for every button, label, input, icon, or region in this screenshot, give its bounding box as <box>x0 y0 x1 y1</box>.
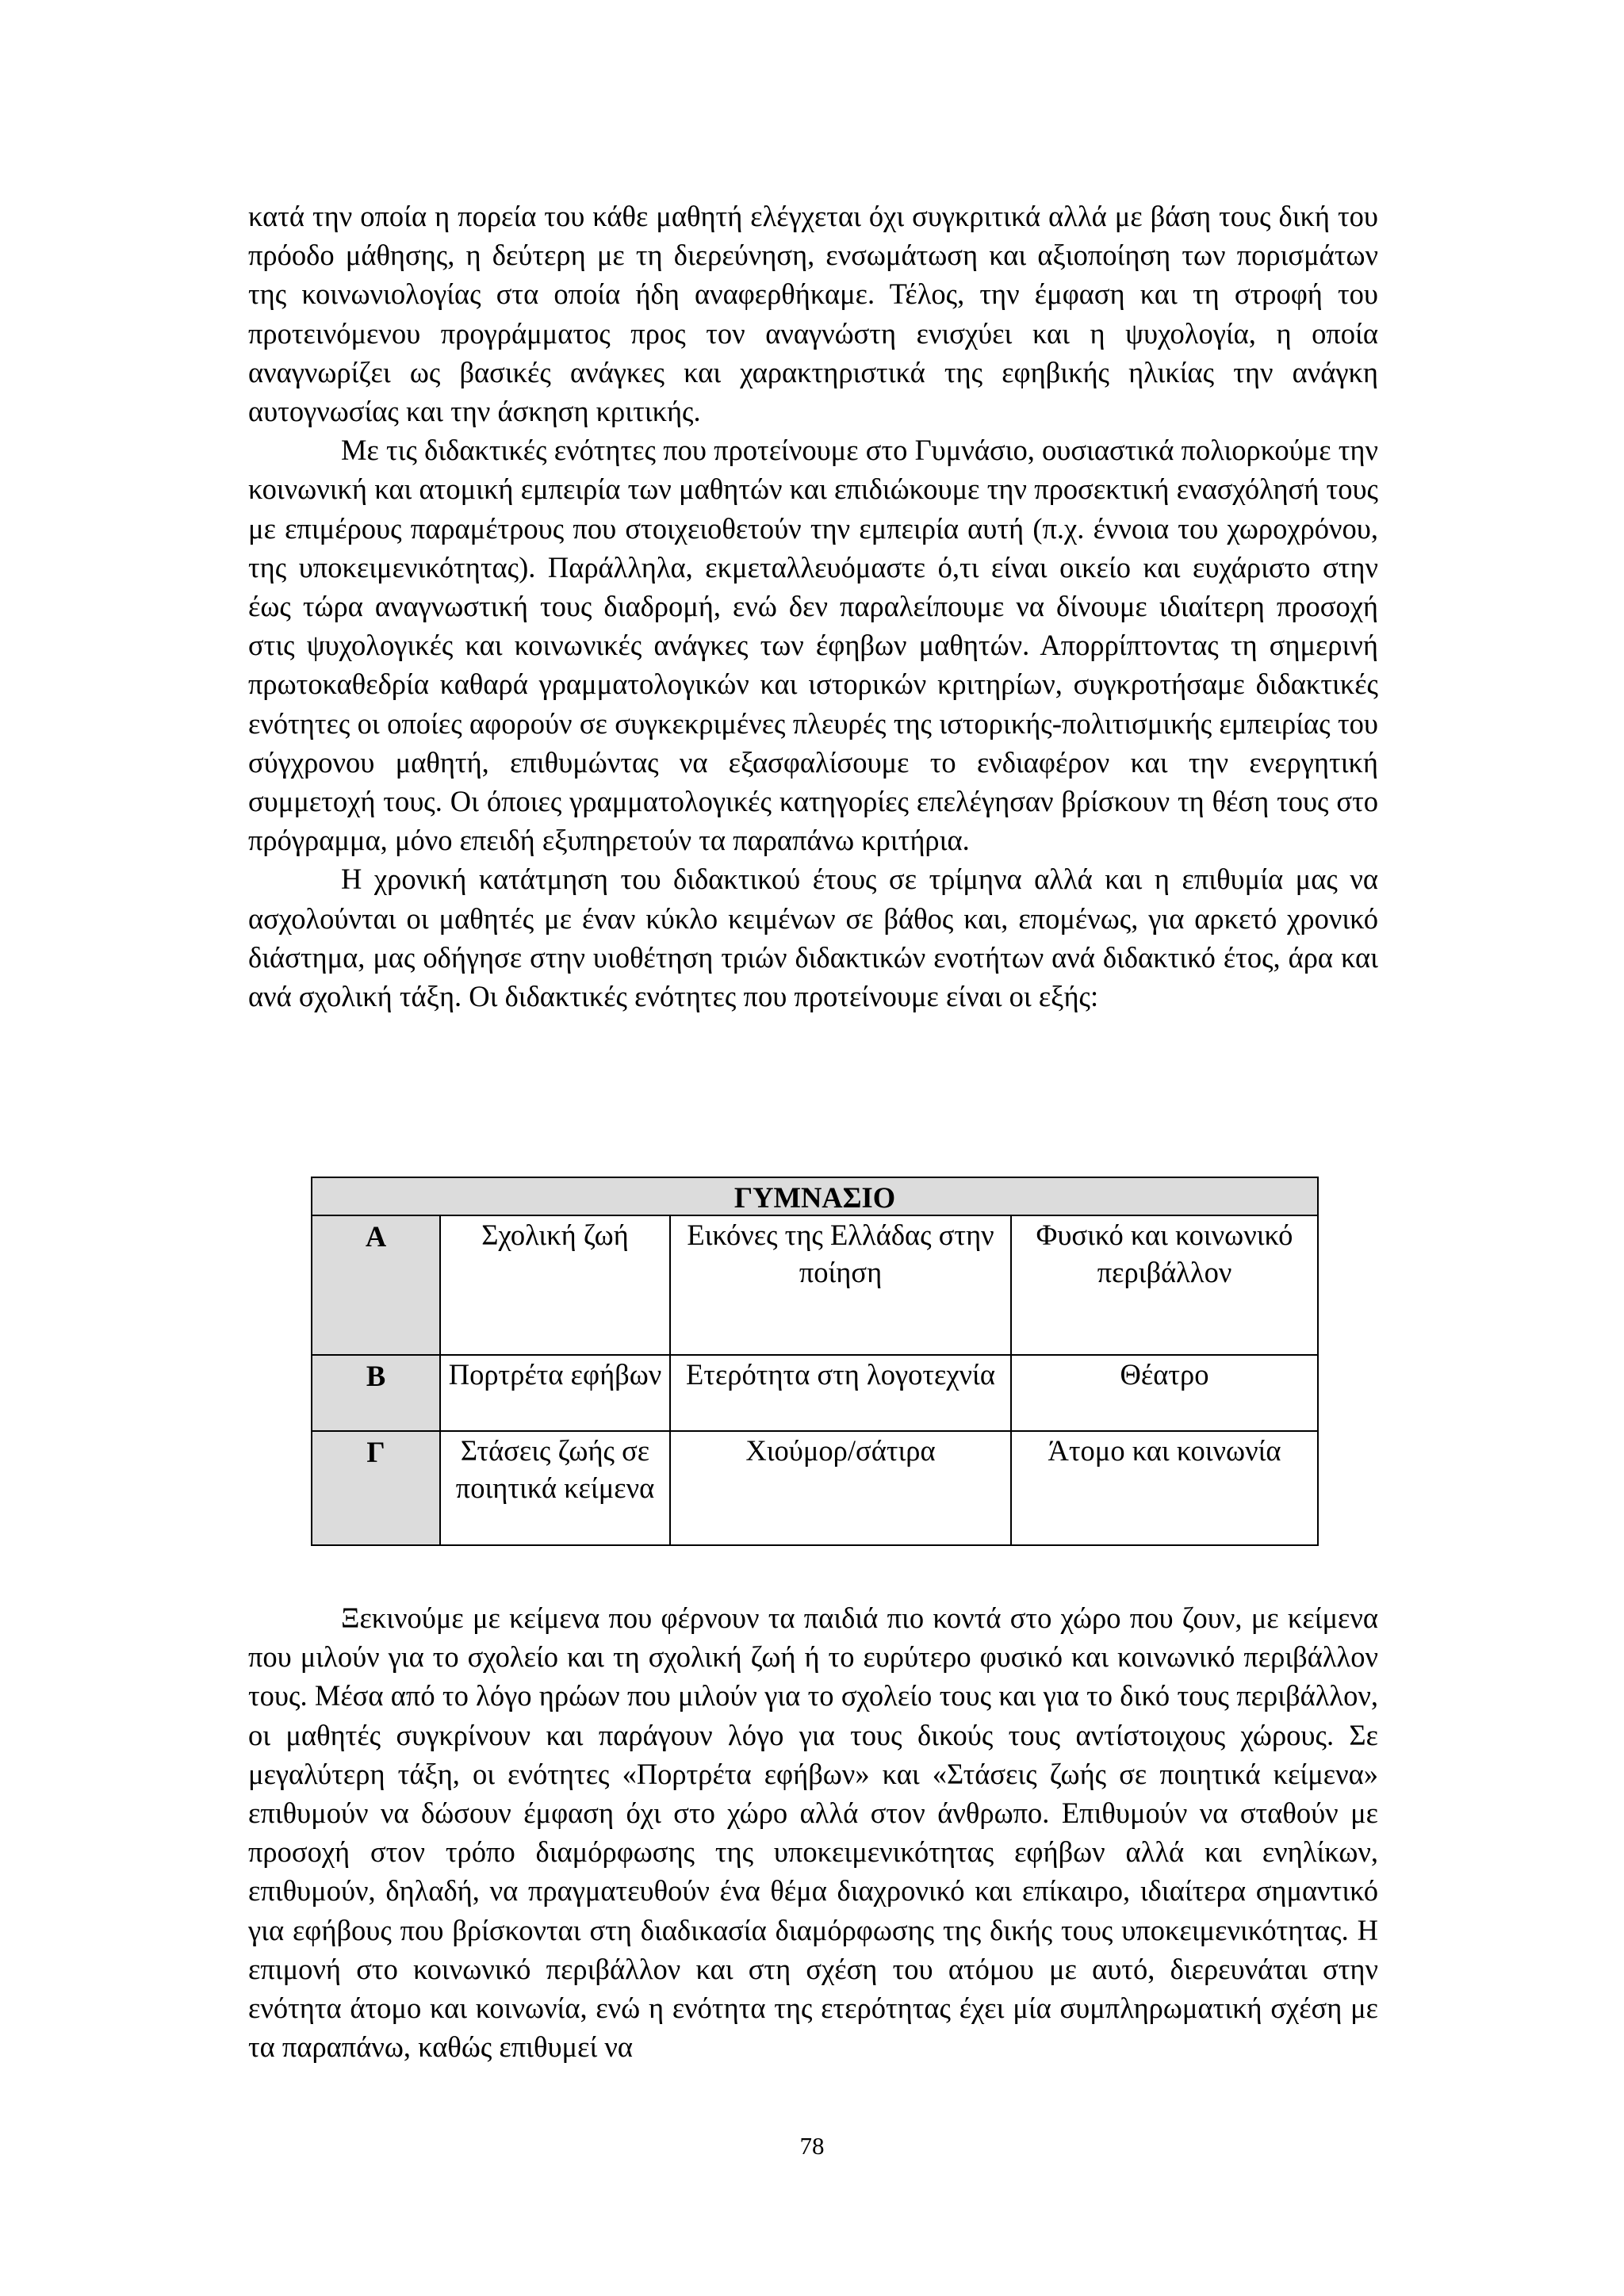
paragraph: Με τις διδακτικές ενότητες που προτείνουμε στο Γυμνάσιο, ουσιαστικά πολιορκούμε την κοινωνική και ατομική εμπειρία των μαθητών και επιδιώκουμε την προσεκτική ενασχόλησή τους με επιμέρους παραμέτρους που στοιχειοθετούν την εμπειρία αυτή (π.χ. έννοια του χωροχρόνου, της υποκειμενικότητας). Παράλληλα, εκμεταλλευόμαστε ό,τι είναι οικείο και ευχάριστο στην έως τώρα αναγνωστική τους διαδρομή, ενώ δεν παραλείπουμε να δίνουμε ιδιαίτερη προσοχή στις ψυχολογικές και κοινωνικές ανάγκες των έφηβων μαθητών. Απορρίπτοντας τη σημερινή πρωτοκαθεδρία καθαρά γραμματολογικών και ιστορικών κριτηρίων, συγκροτήσαμε διδακτικές ενότητες οι οποίες αφορούν σε συγκεκριμένες πλευρές της ιστορικής-πολιτισμικής εμπειρίας του σύγχρονου μαθητή, επιθυμώντας να εξασφαλίσουμε το ενδιαφέρον και την ενεργητική συμμετοχή τους. Οι όποιες γραμματολογικές κατηγορίες επελέγησαν βρίσκουν τη θέση τους στο πρόγραμμα, μόνο επειδή εξυπηρετούν τα παραπάνω κριτήρια. <box>248 434 1378 857</box>
table-title-row <box>312 1177 1318 1215</box>
table-cell: Άτομο και κοινωνία <box>1011 1431 1318 1545</box>
grade-label: Α <box>312 1215 440 1355</box>
table-row <box>312 1431 1318 1545</box>
table-title: ΓΥΜΝΑΣΙΟ <box>312 1177 1318 1215</box>
grade-label: Β <box>312 1355 440 1431</box>
table-cell: Χιούμορ/σάτιρα <box>670 1431 1011 1545</box>
table-cell: Εικόνες της Ελλάδας στην ποίηση <box>670 1215 1011 1355</box>
table-row <box>312 1215 1318 1355</box>
table-cell: Θέατρο <box>1011 1355 1318 1431</box>
body-text-bottom <box>248 1598 1378 2066</box>
table-cell: Στάσεις ζωής σε ποιητικά κείμενα <box>440 1431 670 1545</box>
table-cell: Σχολική ζωή <box>440 1215 670 1355</box>
grade-label: Γ <box>312 1431 440 1545</box>
paragraph: Ξεκινούμε με κείμενα που φέρνουν τα παιδιά πιο κοντά στο χώρο που ζουν, με κείμενα που μιλούν για το σχολείο και τη σχολική ζωή ή το ευρύτερο φυσικό και κοινωνικό περιβάλλον τους. Μέσα από το λόγο ηρώων που μιλούν για το σχολείο τους και για το δικό τους περιβάλλον, οι μαθητές συγκρίνουν και παράγουν λόγο για τους δικούς τους αντίστοιχους χώρους. Σε μεγαλύτερη τάξη, οι ενότητες «Πορτρέτα εφήβων» και «Στάσεις ζωής σε ποιητικά κείμενα» επιθυμούν να δώσουν έμφαση όχι στο χώρο αλλά στον άνθρωπο. Επιθυμούν να σταθούν με προσοχή στον τρόπο διαμόρφωσης της υποκειμενικότητας εφήβων αλλά και ενηλίκων, επιθυμούν, δηλαδή, να πραγματευθούν ένα θέμα διαχρονικό και επίκαιρο, ιδιαίτερα σημαντικό για εφήβους που βρίσκονται στη διαδικασία διαμόρφωσης της δικής τους υποκειμενικότητας. Η επιμονή στο κοινωνικό περιβάλλον και στη σχέση του ατόμου με αυτό, διερευνάται στην ενότητα άτομο και κοινωνία, ενώ η ενότητα της ετερότητας έχει μία συμπληρωματική σχέση με τα παραπάνω, καθώς επιθυμεί να <box>248 1601 1378 2064</box>
table-cell: Φυσικό και κοινωνικό περιβάλλον <box>1011 1215 1318 1355</box>
page-number: 78 <box>799 2132 825 2160</box>
teaching-units-table <box>311 1177 1319 1546</box>
body-text-top <box>248 197 1378 1016</box>
table-cell: Πορτρέτα εφήβων <box>440 1355 670 1431</box>
paragraph: Η χρονική κατάτμηση του διδακτικού έτους σε τρίμηνα αλλά και η επιθυμία μας να ασχολούνται οι μαθητές με έναν κύκλο κειμένων σε βάθος και, επομένως, για αρκετό χρονικό διάστημα, μας οδήγησε στην υιοθέτηση τριών διδακτικών ενοτήτων ανά διδακτικό έτος, άρα και ανά σχολική τάξη. Οι διδακτικές ενότητες που προτείνουμε είναι οι εξής: <box>248 863 1378 1013</box>
table-row <box>312 1355 1318 1431</box>
units-table-wrapper <box>311 1177 1317 1546</box>
paragraph-continued: κατά την οποία η πορεία του κάθε μαθητή ελέγχεται όχι συγκριτικά αλλά με βάση τους δική του πρόοδο μάθησης, η δεύτερη με τη διερεύνηση, ενσωμάτωση και αξιοποίηση των πορισμάτων της κοινωνιολογίας στα οποία ήδη αναφερθήκαμε. Τέλος, την έμφαση και τη στροφή του προτεινόμενου προγράμματος προς τον αναγνώστη ενισχύει και η ψυχολογία, η οποία αναγνωρίζει ως βασικές ανάγκες και χαρακτηριστικά της εφηβικής ηλικίας την ανάγκη αυτογνωσίας και την άσκηση κριτικής. <box>248 200 1378 428</box>
table-cell: Ετερότητα στη λογοτεχνία <box>670 1355 1011 1431</box>
